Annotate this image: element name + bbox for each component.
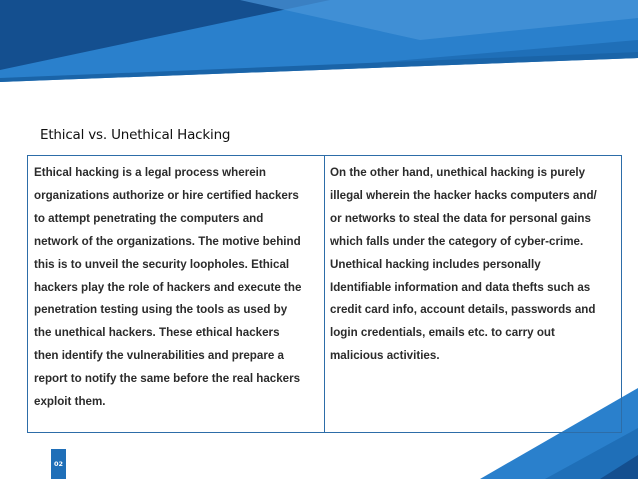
unethical-hacking-cell: On the other hand, unethical hacking is purely illegal wherein the hacker hacks computers and/ or networks to steal the data for personal gains which falls under the category of cyber-crime. Unethical hacking includes personally Identifiable information and data thefts such as credit card info, account details, passwords and login credentials, emails etc. to carry out malicious activities. — [330, 166, 597, 363]
column-divider — [324, 156, 325, 432]
comparison-table — [27, 155, 622, 433]
slide-title: Ethical vs. Unethical Hacking — [40, 127, 231, 143]
corner-mid — [545, 428, 638, 479]
page-number-badge — [51, 449, 66, 479]
ethical-hacking-cell: Ethical hacking is a legal process wherein organizations authorize or hire certified hackers to attempt penetrating the computers and network of the organizations. The motive behind this is to unveil the security loopholes. Ethical hackers play the role of hackers and execute the penetration testing using the tools as used by the unethical hackers. These ethical hackers then identify the vulnerabilities and prepare a report to notify the same before the real hackers exploit them. — [34, 166, 302, 409]
corner-dark — [600, 455, 638, 479]
page-number: 02 — [53, 460, 64, 468]
header-banner — [0, 0, 638, 95]
